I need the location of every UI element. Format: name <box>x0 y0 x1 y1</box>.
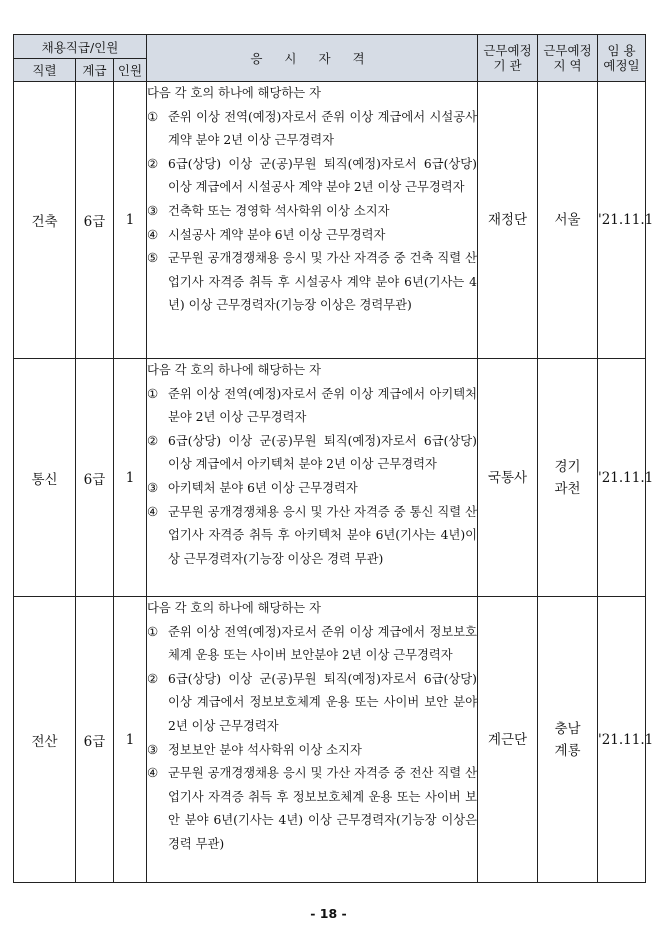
qual-intro: 다음 각 호의 하나에 해당하는 자 <box>147 363 321 377</box>
header-work-region-line-1: 근무예정 <box>543 43 592 58</box>
cell-qualifications <box>147 359 478 597</box>
header-qualifications: 응 시 자 격 <box>147 35 478 82</box>
cell-grade: 6급 <box>76 597 114 883</box>
qual-item <box>147 739 477 763</box>
table-row <box>14 597 646 883</box>
qual-item <box>147 224 477 248</box>
qual-item <box>147 247 477 318</box>
qual-item <box>147 668 477 739</box>
qual-item-text: 건축학 또는 경영학 석사학위 이상 소지자 <box>168 203 390 218</box>
qual-item-number: ③ <box>147 742 159 757</box>
qual-item-text: 준위 이상 전역(예정)자로서 준위 이상 계급에서 정보보호체계 운용 또는 사이버 보안분야 2년 이상 근무경력자 <box>168 624 477 663</box>
qual-item-text: 군무원 공개경쟁채용 응시 및 가산 자격증 중 통신 직렬 산업기사 자격증 취득 후 아키텍처 분야 6년(기사는 4년)이상 근무경력자(기능장 이상은 경력 무관) <box>168 504 477 566</box>
header-work-region <box>538 35 598 82</box>
qual-item-text: 6급(상당) 이상 군(공)무원 퇴직(예정)자로서 6급(상당) 이상 계급에서 정보보호체계 운용 또는 사이버 보안 분야 2년 이상 근무경력자 <box>168 671 477 733</box>
qual-item-number: ④ <box>147 504 159 519</box>
cell-work-org <box>478 82 538 359</box>
table-row <box>14 82 646 359</box>
qual-intro: 다음 각 호의 하나에 해당하는 자 <box>147 601 321 615</box>
page-number: - 18 - <box>310 906 347 921</box>
qual-item <box>147 430 477 477</box>
qual-item-number: ② <box>147 671 159 686</box>
header-group-title: 채용직급/인원 <box>14 35 147 59</box>
cell-work-region <box>538 359 598 597</box>
qual-item <box>147 383 477 430</box>
cell-work-region-line: 서울 <box>554 212 581 228</box>
qual-item-number: ① <box>147 624 159 639</box>
header-appoint-date-line-2: 예정일 <box>603 58 640 73</box>
qual-item-number: ③ <box>147 203 159 218</box>
qual-item-text: 6급(상당) 이상 군(공)무원 퇴직(예정)자로서 6급(상당) 이상 계급에서 시설공사 계약 분야 2년 이상 근무경력자 <box>168 156 477 195</box>
qual-item-text: 6급(상당) 이상 군(공)무원 퇴직(예정)자로서 6급(상당) 이상 계급에서 아키텍처 분야 2년 이상 근무경력자 <box>168 433 477 472</box>
qual-intro: 다음 각 호의 하나에 해당하는 자 <box>147 86 321 100</box>
recruitment-table <box>13 34 654 883</box>
header-work-region-line-2: 지 역 <box>553 58 582 73</box>
qual-item-text: 아키텍처 분야 6년 이상 근무경력자 <box>168 480 358 495</box>
header-row-1 <box>14 35 646 59</box>
qual-item <box>147 106 477 153</box>
qual-item-text: 준위 이상 전역(예정)자로서 준위 이상 계급에서 시설공사계약 분야 2년 이상 근무경력자 <box>168 109 477 148</box>
cell-work-org-line: 계근단 <box>487 731 528 748</box>
cell-work-org <box>478 597 538 883</box>
cell-qualifications <box>147 82 478 359</box>
header-appoint-date-line-1: 임 용 <box>607 43 636 58</box>
cell-count: 1 <box>114 359 147 597</box>
cell-qualifications <box>147 597 478 883</box>
qual-item-number: ④ <box>147 766 159 781</box>
cell-work-region <box>538 82 598 359</box>
header-work-org-line-1: 근무예정 <box>483 43 532 58</box>
cell-count: 1 <box>114 82 147 359</box>
qual-item-number: ② <box>147 156 159 171</box>
cell-work-region-line: 과천 <box>554 480 581 497</box>
qual-item-text: 군무원 공개경쟁채용 응시 및 가산 자격증 중 전산 직렬 산업기사 자격증 취득 후 정보보호체계 운용 또는 사이버 보안 분야 6년(기사는 4년) 이상 근무경력자(기능장 이상은 경력 무관) <box>168 766 477 851</box>
qual-item-text: 정보보안 분야 석사학위 이상 소지자 <box>168 742 362 757</box>
header-col-job: 직렬 <box>14 59 76 82</box>
header-work-org-line-2: 기 관 <box>493 58 522 73</box>
table-row <box>14 359 646 597</box>
qual-item-number: ③ <box>147 480 159 495</box>
qual-item <box>147 621 477 668</box>
cell-job: 건축 <box>14 82 76 359</box>
cell-work-region-line: 경기 <box>554 458 581 475</box>
qual-item-number: ⑤ <box>147 251 159 266</box>
cell-work-org <box>478 359 538 597</box>
qual-item <box>147 477 477 501</box>
qual-item <box>147 153 477 200</box>
qual-item <box>147 501 477 572</box>
cell-work-org-line: 재정단 <box>487 212 528 228</box>
qual-item-text: 시설공사 계약 분야 6년 이상 근무경력자 <box>168 227 386 242</box>
cell-appoint-date: '21.11.1 <box>598 597 646 883</box>
cell-job: 전산 <box>14 597 76 883</box>
qual-item-text: 군무원 공개경쟁채용 응시 및 가산 자격증 중 건축 직렬 산업기사 자격증 취득 후 시설공사 계약 분야 6년(기사는 4년) 이상 근무경력자(기능장 이상은 경력무관) <box>168 251 477 313</box>
cell-grade: 6급 <box>76 82 114 359</box>
qual-item-number: ① <box>147 386 159 401</box>
qual-item-number: ① <box>147 109 159 124</box>
cell-appoint-date: '21.11.1 <box>598 359 646 597</box>
header-appoint-date <box>598 35 646 82</box>
cell-work-org-line: 국통사 <box>487 469 528 486</box>
cell-job: 통신 <box>14 359 76 597</box>
qual-item-number: ④ <box>147 227 159 242</box>
qual-item-text: 준위 이상 전역(예정)자로서 준위 이상 계급에서 아키텍처 분야 2년 이상 근무경력자 <box>168 386 477 425</box>
header-work-org <box>478 35 538 82</box>
cell-appoint-date: '21.11.1 <box>598 82 646 359</box>
qual-item <box>147 200 477 224</box>
header-col-count: 인원 <box>114 59 147 82</box>
cell-work-region <box>538 597 598 883</box>
cell-work-region-line: 충남 <box>554 720 581 737</box>
cell-work-region-line: 계룡 <box>554 742 581 759</box>
qual-item-number: ② <box>147 433 159 448</box>
cell-grade: 6급 <box>76 359 114 597</box>
header-col-grade: 계급 <box>76 59 114 82</box>
qual-item <box>147 762 477 856</box>
cell-count: 1 <box>114 597 147 883</box>
